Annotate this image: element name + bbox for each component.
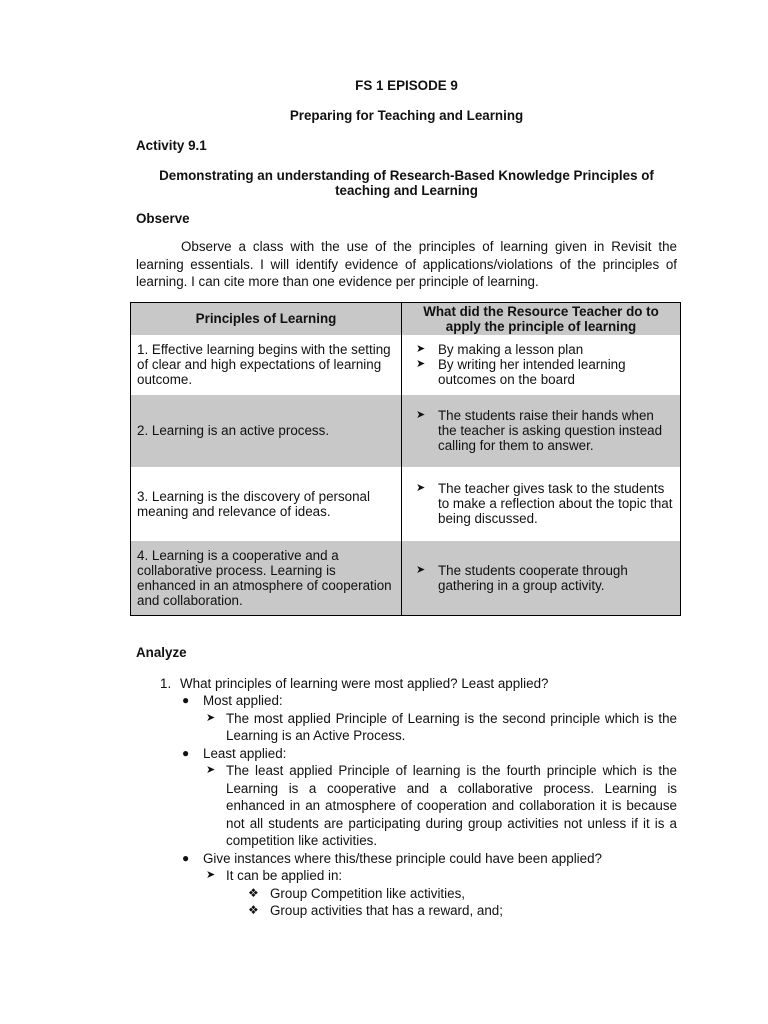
table-header-row (131, 302, 681, 335)
arrow-bullet-icon: ➤ (206, 711, 216, 724)
arrow-bullet-icon: ➤ (206, 869, 216, 881)
principle-text: 1. Effective learning begins with the setting of clear and high expectations of learning outcome. (137, 342, 391, 387)
sub-item (136, 710, 677, 745)
bullet-dot-icon: ● (182, 693, 190, 707)
list-item: ➤ The teacher gives task to the students to make a reflection about the topic that being discussed. (416, 481, 673, 526)
evidence-list (408, 342, 674, 387)
bullet-item (136, 850, 677, 868)
evidence-list (408, 408, 674, 453)
question-number: 1. (160, 675, 172, 691)
arrow-bullet-icon: ➤ (416, 343, 426, 355)
analyze-heading: Analyze (136, 644, 187, 660)
activity-heading: Demonstrating an understanding of Research-Based Knowledge Principles of teaching and Learning (159, 168, 654, 198)
table-row (131, 541, 681, 616)
question-text: What principles of learning were most applied? Least applied? (180, 675, 549, 691)
arrow-bullet-icon: ➤ (416, 563, 426, 576)
arrow-bullet-icon: ➤ (416, 358, 426, 370)
arrow-bullet-icon: ➤ (416, 482, 426, 494)
most-applied-label: Most applied: (203, 693, 283, 708)
bullet-dot-icon: ● (182, 745, 190, 760)
list-item: ➤ The students cooperate through gathering in a group activity. (416, 562, 628, 593)
list-item: ➤ By writing her intended learning outcomes on the board (416, 357, 626, 387)
applied-in-label: It can be applied in: (226, 868, 343, 883)
document-page (136, 78, 677, 920)
diamond-bullet-icon: ❖ (248, 903, 259, 917)
bullet-item (136, 692, 677, 710)
table-row (131, 335, 681, 395)
document-subtitle: Preparing for Teaching and Learning (289, 108, 524, 123)
arrow-bullet-icon: ➤ (206, 764, 216, 776)
table-row (131, 395, 681, 467)
question-item (136, 675, 677, 693)
column-header-principles: Principles of Learning (131, 302, 402, 335)
analyze-questions (136, 675, 677, 920)
list-item: ❖ Group activities that has a reward, and; (248, 903, 503, 918)
evidence-list (408, 481, 674, 526)
observe-paragraph: Observe a class with the use of the principles of learning given in Revisit the learning essentials. I will identify evidence of applications/violations of the principles of learning. I can cite more than one evidence per principle of learning. (136, 239, 677, 289)
arrow-bullet-icon: ➤ (416, 409, 426, 421)
diamond-bullet-icon: ❖ (248, 885, 259, 900)
least-applied-label: Least applied: (203, 745, 287, 761)
list-item: ❖ Group Competition like activities, (248, 885, 465, 901)
principle-text: 2. Learning is an active process. (137, 423, 330, 438)
least-applied-text: The least applied Principle of learning is the fourth principle which is the Learning is a cooperative and a collaborative process. Learning is enhanced in an atmosphere of cooperation and collaboration it is because not all students are participating during group activities not unless if it is a competition like activities. (226, 763, 677, 848)
bullet-dot-icon: ● (182, 850, 190, 865)
sub-item (136, 762, 677, 850)
principle-text: 4. Learning is a cooperative and a collaborative process. Learning is enhanced in an atmosphere of cooperation and collaboration. (137, 547, 392, 608)
most-applied-text: The most applied Principle of Learning is the second principle which is the Learning is an Active Process. (226, 710, 677, 743)
activity-label: Activity 9.1 (136, 138, 207, 153)
list-item: ➤ The students raise their hands when the teacher is asking question instead calling for them to answer. (416, 408, 663, 453)
instances-label: Give instances where this/these principle could have been applied? (203, 850, 602, 866)
bullet-item (136, 745, 677, 763)
list-item: ➤ By making a lesson plan (416, 342, 584, 357)
document-title: FS 1 EPISODE 9 (355, 78, 458, 93)
column-header-evidence: What did the Resource Teacher do to apply the principle of learning (402, 302, 681, 335)
observe-heading: Observe (136, 211, 190, 226)
evidence-list (408, 563, 674, 593)
sub-item (136, 867, 677, 885)
principle-text: 3. Learning is the discovery of personal meaning and relevance of ideas. (137, 488, 370, 519)
principles-table (130, 302, 681, 616)
table-row (131, 467, 681, 541)
